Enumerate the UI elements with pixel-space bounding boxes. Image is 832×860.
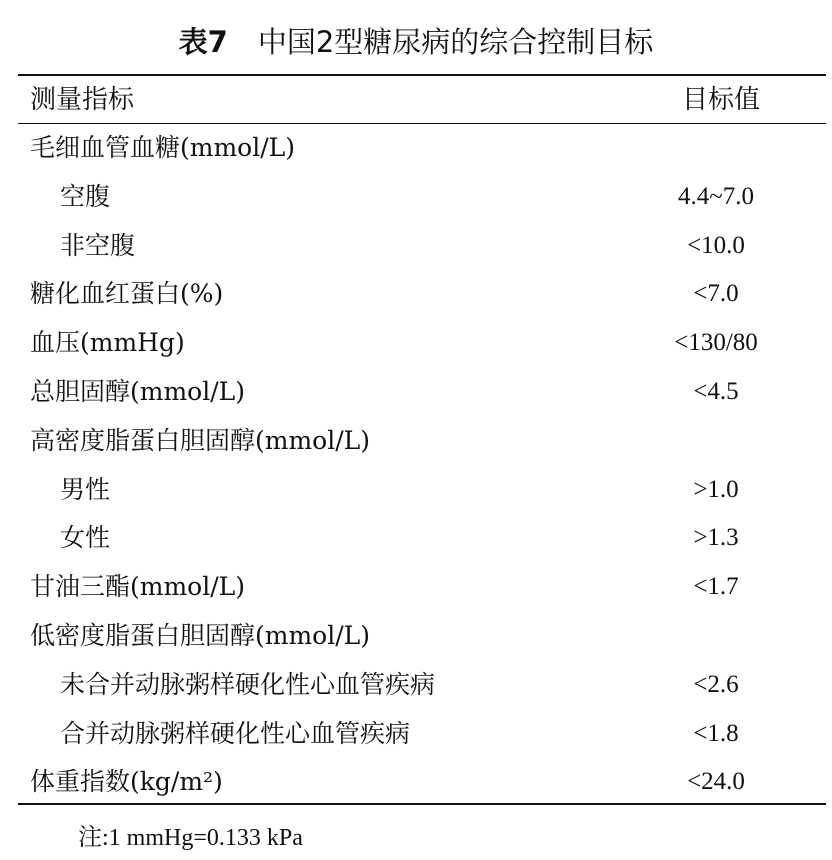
- row-label: 非空腹: [60, 230, 136, 260]
- table-number: 表7: [178, 25, 228, 59]
- row-label: 毛细血管血糖(mmol/L): [30, 133, 295, 162]
- table-body: [30, 124, 796, 807]
- row-value: <130/80: [674, 329, 758, 357]
- table-bottom-rule: [18, 803, 826, 805]
- row-label: 糖化血红蛋白(%): [30, 279, 224, 309]
- table-row: [30, 514, 796, 563]
- row-label: 女性: [60, 523, 111, 553]
- header-target: 目标值: [682, 85, 761, 115]
- row-value: <10.0: [687, 231, 745, 259]
- row-label: 合并动脉粥样硬化性心血管疾病: [60, 718, 411, 748]
- header-indicator: 测量指标: [30, 85, 135, 115]
- row-label: 低密度脂蛋白胆固醇(mmol/L): [30, 620, 370, 650]
- table-row: [30, 417, 796, 466]
- table-row: [30, 124, 796, 173]
- table-header-row: [30, 78, 796, 122]
- row-label: 血压(mmHg): [30, 328, 185, 358]
- row-value: <2.6: [693, 670, 739, 698]
- table-row: [30, 368, 796, 417]
- row-label: 空腹: [60, 181, 111, 211]
- row-value: >1.0: [693, 475, 739, 503]
- table-row: [30, 319, 796, 368]
- table-top-rule: [18, 74, 826, 76]
- row-value: <24.0: [687, 768, 745, 796]
- table-row: [30, 466, 796, 515]
- row-label: 未合并动脉粥样硬化性心血管疾病: [60, 669, 436, 699]
- row-value: 4.4~7.0: [677, 182, 755, 210]
- table-row: [30, 173, 796, 222]
- row-value: <1.8: [693, 719, 739, 747]
- table-title: 中国2型糖尿病的综合控制目标: [257, 25, 654, 59]
- row-value: <7.0: [693, 280, 739, 308]
- table-row: [30, 710, 796, 759]
- table-row: [30, 758, 796, 807]
- table-footnote: 注:1 mmHg=0.133 kPa: [78, 825, 303, 851]
- row-label: 体重指数(kg/m²): [30, 767, 223, 797]
- row-value: <1.7: [693, 573, 739, 601]
- table-row: [30, 270, 796, 319]
- table-row: [30, 612, 796, 661]
- row-label: 总胆固醇(mmol/L): [30, 376, 245, 406]
- row-label: 男性: [60, 474, 111, 504]
- table-caption: [0, 22, 832, 62]
- row-value: <4.5: [693, 377, 739, 405]
- table-row: [30, 661, 796, 710]
- table-row: [30, 563, 796, 612]
- table-row: [30, 222, 796, 271]
- row-label: 甘油三酯(mmol/L): [30, 572, 245, 602]
- row-value: >1.3: [693, 524, 739, 552]
- row-label: 高密度脂蛋白胆固醇(mmol/L): [30, 425, 370, 455]
